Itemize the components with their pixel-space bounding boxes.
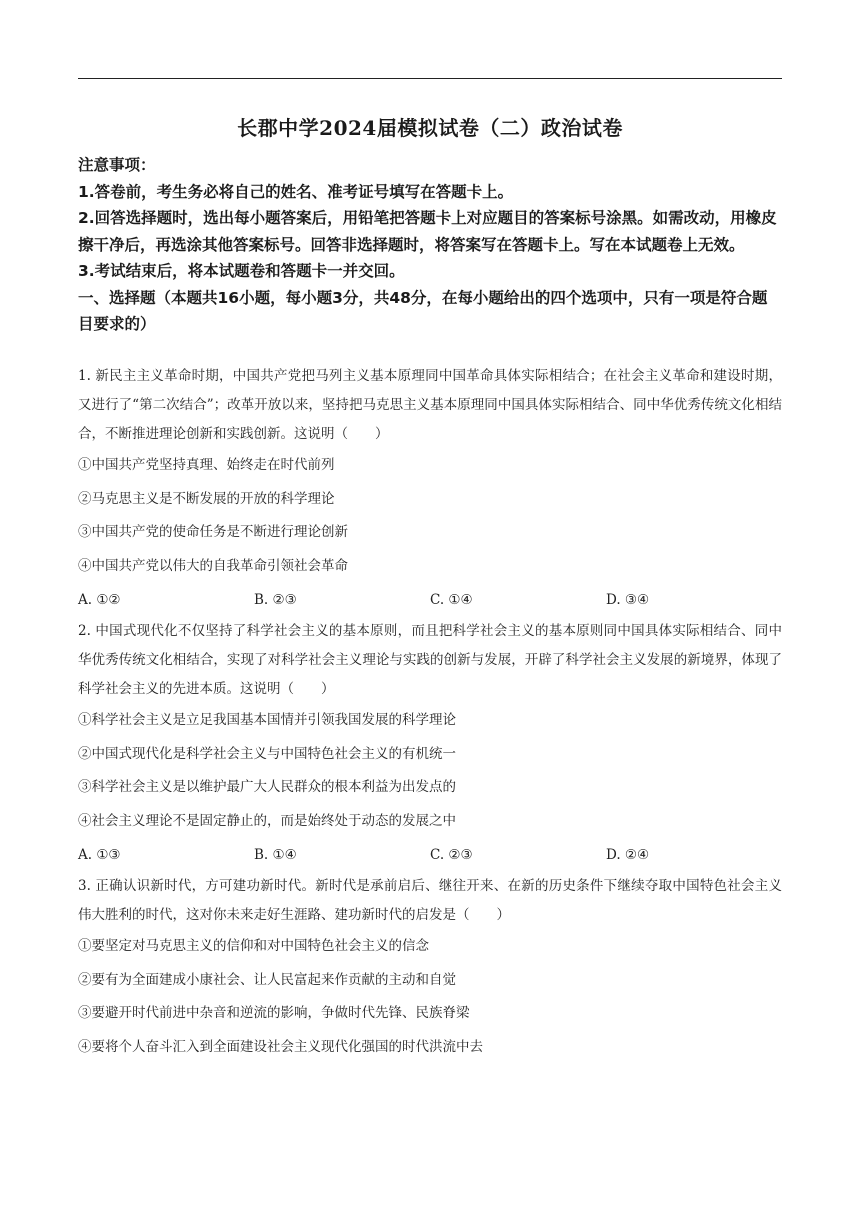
questions-list <box>78 362 782 1064</box>
question-stem: 2. 中国式现代化不仅坚持了科学社会主义的基本原则，而且把科学社会主义的基本原则同中国具体实际相结合、同中华优秀传统文化相结合，实现了对科学社会主义理论与实践的创新与发展，开辟了科学社会主义发展的新境界，体现了科学社会主义的先进本质。这说明（ ） <box>78 623 782 697</box>
notes-heading: 注意事项： <box>78 156 156 174</box>
statement-option: ②马克思主义是不断发展的开放的科学理论 <box>78 490 335 507</box>
choice-c: C. ②③ <box>430 847 473 863</box>
statement-option: ③中国共产党的使命任务是不断进行理论创新 <box>78 524 348 540</box>
page-title: 长郡中学2024届模拟试卷（二）政治试卷 <box>237 116 623 140</box>
answer-choices <box>78 838 782 872</box>
section-title: 一、选择题（本题共16小题，每小题3分，共48分，在每小题给出的四个选项中，只有一项是符合题目要求的） <box>78 288 768 333</box>
question <box>78 362 782 617</box>
choice-d: D. ③④ <box>606 592 650 608</box>
statement-option: ①中国共产党坚持真理、始终走在时代前列 <box>78 457 335 473</box>
choice-a: A. ①③ <box>78 847 121 863</box>
choice-b: B. ②③ <box>254 592 297 608</box>
choice-b: B. ①④ <box>254 847 297 863</box>
note-item: 1.答卷前，考生务必将自己的姓名、准考证号填写在答题卡上。 <box>78 182 514 201</box>
choice-c: C. ①④ <box>430 592 473 608</box>
statement-option: ②中国式现代化是科学社会主义与中国特色社会主义的有机统一 <box>78 745 456 762</box>
notes-block <box>78 152 782 338</box>
statement-option: ③科学社会主义是以维护最广大人民群众的根本利益为出发点的 <box>78 779 456 795</box>
question <box>78 872 782 1064</box>
choice-d: D. ②④ <box>606 847 650 863</box>
statement-option: ③要避开时代前进中杂音和逆流的影响，争做时代先锋、民族脊梁 <box>78 1005 470 1021</box>
statement-option: ②要有为全面建成小康社会、让人民富起来作贡献的主动和自觉 <box>78 971 456 988</box>
statement-option: ④社会主义理论不是固定静止的，而是始终处于动态的发展之中 <box>78 812 456 829</box>
answer-choices <box>78 583 782 617</box>
header-rule <box>78 78 782 79</box>
statement-option: ①科学社会主义是立足我国基本国情并引领我国发展的科学理论 <box>78 712 456 728</box>
note-item: 3.考试结束后，将本试题卷和答题卡一并交回。 <box>78 262 405 280</box>
statement-option: ④中国共产党以伟大的自我革命引领社会革命 <box>78 557 348 574</box>
choice-a: A. ①② <box>78 592 121 608</box>
question-stem: 1. 新民主主义革命时期，中国共产党把马列主义基本原理同中国革命具体实际相结合；在社会主义革命和建设时期，又进行了“第二次结合”；改革开放以来，坚持把马克思主义基本原理同中国具体实际相结合、同中华优秀传统文化相结合，不断推进理论创新和实践创新。这说明（ ） <box>78 368 782 442</box>
question-stem: 3. 正确认识新时代，方可建功新时代。新时代是承前启后、继往开来、在新的历史条件下继续夺取中国特色社会主义伟大胜利的时代，这对你未来走好生涯路、建功新时代的启发是（ ） <box>78 878 782 923</box>
statement-option: ④要将个人奋斗汇入到全面建设社会主义现代化强国的时代洪流中去 <box>78 1038 483 1055</box>
note-item: 2.回答选择题时，选出每小题答案后，用铅笔把答题卡上对应题目的答案标号涂黑。如需改动，用橡皮擦干净后，再选涂其他答案标号。回答非选择题时，将答案写在答题卡上。写在本试题卷上无效。 <box>78 209 777 254</box>
question <box>78 617 782 872</box>
statement-option: ①要坚定对马克思主义的信仰和对中国特色社会主义的信念 <box>78 938 429 954</box>
